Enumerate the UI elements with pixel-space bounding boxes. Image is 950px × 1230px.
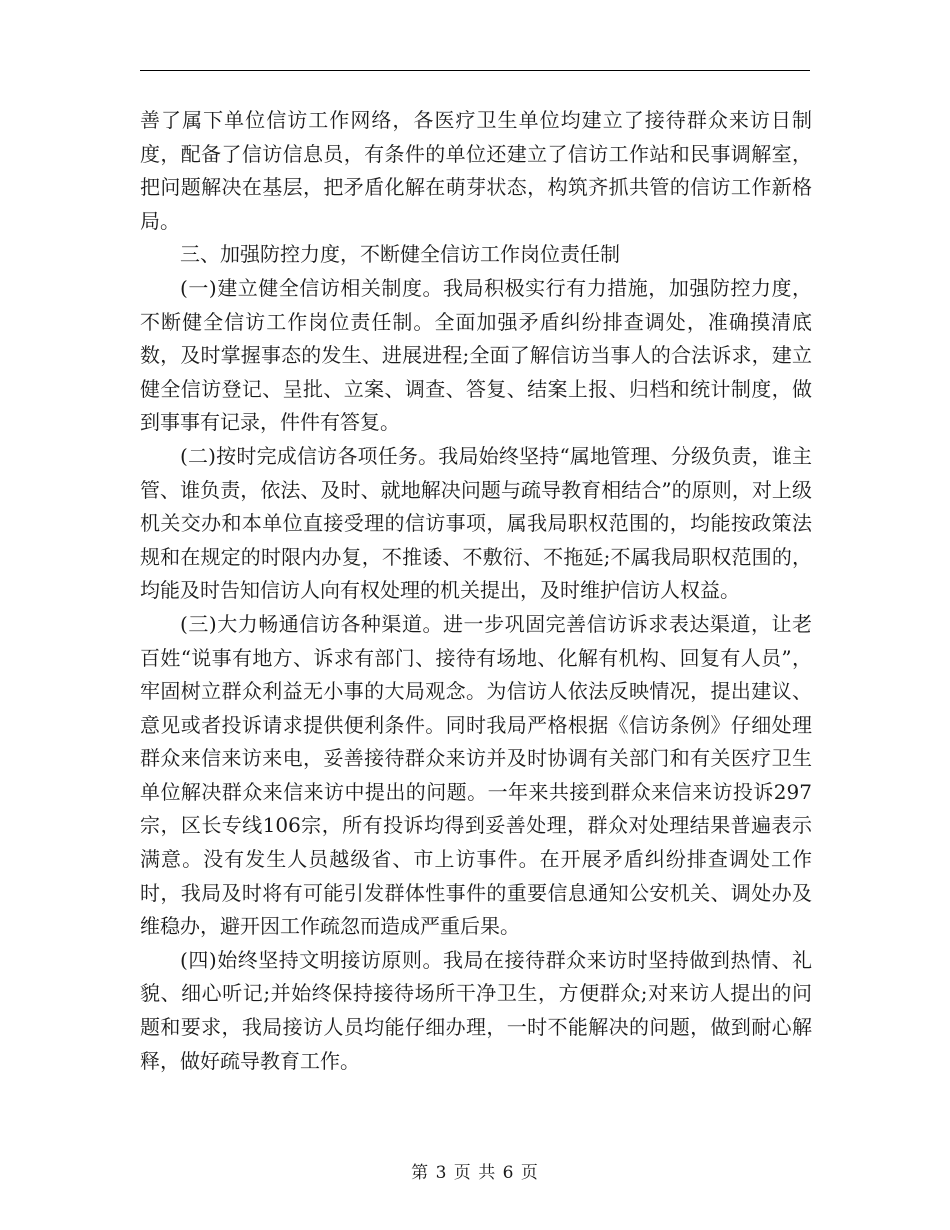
page-number: 第 3 页 共 6 页 [411,1163,539,1183]
paragraph-item-4: (四)始终坚持文明接访原则。我局在接待群众来访时坚持做到热情、礼貌、细心听记;并始终保持接待场所干净卫生，方便群众;对来访人提出的问题和要求，我局接访人员均能仔细办理，一时不能解决的问题，做到耐心解释，做好疏导教育工作。 [140,947,812,1073]
paragraph-item-2: (二)按时完成信访各项任务。我局始终坚持“属地管理、分级负责，谁主管、谁负责，依法、及时、就地解决问题与疏导教育相结合”的原则，对上级机关交办和本单位直接受理的信访事项，属我局职权范围的，均能按政策法规和在规定的时限内办复，不推诿、不敷衍、不拖延;不属我局职权范围的，均能及时告知信访人向有权处理的机关提出，及时维护信访人权益。 [140,443,812,603]
paragraph-item-1: (一)建立健全信访相关制度。我局积极实行有力措施，加强防控力度，不断健全信访工作岗位责任制。全面加强矛盾纠纷排查调处，准确摸清底数，及时掌握事态的发生、进展进程;全面了解信访当事人的合法诉求，建立健全信访登记、呈批、立案、调查、答复、结案上报、归档和统计制度，做到事事有记录，件件有答复。 [140,275,812,435]
header-rule [140,70,810,71]
section-heading: 三、加强防控力度，不断健全信访工作岗位责任制 [180,242,620,267]
document-body [140,104,812,1078]
paragraph-continuation: 善了属下单位信访工作网络，各医疗卫生单位均建立了接待群众来访日制度，配备了信访信息员，有条件的单位还建立了信访工作站和民事调解室，把问题解决在基层，把矛盾化解在萌芽状态，构筑齐抓共管的信访工作新格局。 [140,108,812,233]
paragraph-item-3: (三)大力畅通信访各种渠道。进一步巩固完善信访诉求表达渠道，让老百姓“说事有地方、诉求有部门、接待有场地、化解有机构、回复有人员”，牢固树立群众利益无小事的大局观念。为信访人依法反映情况，提出建议、意见或者投诉请求提供便利条件。同时我局严格根据《信访条例》仔细处理群众来信来访来电，妥善接待群众来访并及时协调有关部门和有关医疗卫生单位解决群众来信来访中提出的问题。一年来共接到群众来信来访投诉297宗，区长专线106宗，所有投诉均得到妥善处理，群众对处理结果普遍表示满意。没有发生人员越级省、市上访事件。在开展矛盾纠纷排查调处工作时，我局及时将有可能引发群体性事件的重要信息通知公安机关、调处办及维稳办，避开因工作疏忽而造成严重后果。 [140,611,812,939]
